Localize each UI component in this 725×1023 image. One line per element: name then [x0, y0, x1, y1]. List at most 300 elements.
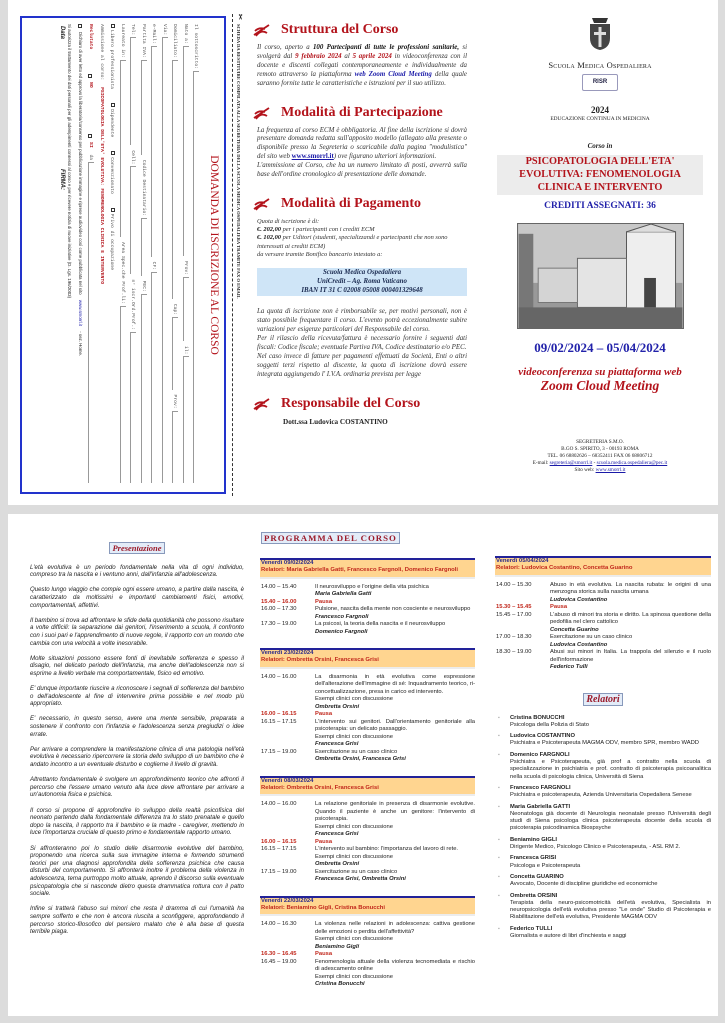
phone: TEL. 06 68802626 – 68352411 FAX 06 68806712	[547, 453, 653, 460]
label-cap: Cap:	[172, 303, 178, 316]
schedule-row	[260, 921, 475, 951]
web-link[interactable]: www.smorrl.it	[595, 467, 626, 474]
speaker-description: Avvocato, Docente di discipline giuridiche ed economiche	[510, 881, 658, 888]
schedule-row	[260, 959, 475, 989]
consent-text-end: - sez. Home.	[78, 331, 83, 357]
speaker-name: Concetta GUARINO	[510, 873, 564, 880]
time-slot: 17.30 – 19.00	[261, 621, 297, 628]
struttura-text	[257, 44, 467, 89]
pec-link[interactable]: scuola.medica.ospedaliera@pec.it	[596, 460, 668, 467]
label-da: da	[88, 154, 94, 161]
secretariat-title: SEGRETERIA S.M.O.	[576, 439, 624, 446]
speaker-description: Terapista della neuro-psicomotricità dell'età evolutiva, Specialista in neuropsicologia dell'età evolutiva presso "Le onde" Studio di Psicoterapia e Riabilitazione dell'età evolutiva, Presidente MAGMA ODV	[510, 899, 711, 921]
site-link[interactable]: www.smorrl.it	[78, 299, 83, 326]
section-pagamento	[257, 196, 467, 380]
schedule-row	[260, 674, 475, 712]
privacy-text: Si autorizza il trattamento dei dati personali per gli adempimenti connessi al corso e per ricevere notizia di nuove iniziative (D. Lgs. 196/2003)	[67, 24, 73, 299]
schedule-row	[260, 801, 475, 839]
session-speaker: Cristina Bonucchi	[315, 981, 365, 988]
section-title: Modalità di Partecipazione	[281, 104, 443, 120]
session-text: Abuso in età evolutiva. La nascita rubata: le origini di una menzogna storica sulla nascita umana	[550, 581, 711, 596]
course-title: PSICOPATOLOGIA DELL'ETA' EVOLUTIVA: FENOMENOLOGIA CLINICA E INTERVENTO	[497, 155, 703, 195]
speaker-info	[510, 804, 711, 833]
option-label: Convenzionato	[109, 157, 115, 194]
reclutato-da-field[interactable]	[89, 162, 95, 483]
time-slot: 14.00 – 15.30	[496, 581, 532, 588]
speaker-name: Cristina BONUCCHI	[510, 714, 565, 721]
time-slot: 17.00 – 18.30	[496, 634, 532, 641]
pec-field[interactable]	[141, 294, 147, 483]
session-text: La disarmonia in età evolutiva come espressione dell'alterazione dell'immagine di sé: Inquadramento teorico, ri-concettualizzazione, presa in carico ed intervento.	[315, 673, 475, 695]
text: si svolgerà dal	[257, 44, 467, 60]
session-details	[315, 749, 475, 764]
session-speaker: Francesca Grisi	[315, 831, 359, 838]
cut-header-text: SCHEDA DA RESTITUIRE COMPILATA ALLA SEGRETERIA DELLA SCUOLA MEDICA OSPEDALIERA TRAMITE FAX O EMAIL	[236, 24, 241, 299]
credits: CREDITI ASSEGNATI: 36	[544, 201, 656, 212]
programma-title: PROGRAMMA DEL CORSO	[261, 532, 400, 544]
session-speaker: Ombretta Orsini	[315, 703, 360, 710]
label-si: SI	[88, 142, 94, 148]
text: La quota di iscrizione non è rimborsabile se, per motivi personali, non è stato possibile frequentare il corso. L'evento potrà eccezionalmente subire variazioni per esigenze particolari del Responsabile del corso.	[257, 308, 467, 334]
session-text: Esempi clinici con discussione	[315, 853, 393, 860]
session-text: Esempi clinici con discussione	[315, 936, 393, 943]
cf-field[interactable]	[152, 272, 158, 483]
cell-field[interactable]	[131, 166, 137, 274]
session-speaker: Francesca Grisi, Ombretta Orsini	[315, 876, 406, 883]
session-details	[550, 649, 711, 672]
session-text: Esempi clinici con discussione	[315, 973, 393, 980]
responsabile-name: Dott.ssa Ludovica COSTANTINO	[283, 417, 388, 426]
session-details	[315, 606, 475, 621]
session-text: Esercitazione su un caso clinico	[315, 868, 398, 875]
label-tel: Tel:	[130, 24, 136, 36]
bullet-icon: ▪	[498, 925, 500, 932]
speaker-info	[510, 785, 692, 800]
option-label: Dipendente	[109, 109, 115, 138]
bullet-icon: ▪	[498, 784, 500, 791]
section-title: Struttura del Corso	[281, 22, 399, 37]
session-details	[550, 582, 711, 605]
text: Quota di iscrizione è di:	[257, 217, 320, 225]
option-libero[interactable]	[110, 24, 116, 89]
day-items	[495, 582, 711, 672]
pause-row	[260, 711, 475, 719]
bullet-icon: ▪	[498, 733, 500, 740]
relatori-title: Relatori	[583, 693, 622, 706]
text: per i partecipanti con i crediti ECM	[280, 226, 375, 234]
pause-label: Pausa	[315, 711, 333, 718]
time-slot: 14.00 – 15.40	[261, 583, 297, 590]
session-details	[315, 719, 475, 749]
iscr-field[interactable]	[131, 332, 137, 483]
speaker-item	[495, 874, 711, 889]
zoom-link[interactable]: web Zoom Cloud Meeting	[354, 70, 432, 78]
bullet-icon: ▪	[498, 892, 500, 899]
section-partecipazione	[257, 105, 467, 180]
presentazione-title: Presentazione	[109, 542, 164, 554]
label-pec: PEC:	[141, 280, 146, 292]
site-link[interactable]: www.smorrl.it	[291, 153, 334, 161]
programma-column	[260, 514, 475, 989]
prov-field[interactable]	[183, 277, 189, 341]
text: Per il rilascio della ricevuta/fattura è necessario fornire i seguenti dati fiscali: Codice fiscale; eventuale Partiva IVA, Codice destinatario e/o PEC.	[257, 335, 467, 351]
session-details	[550, 612, 711, 635]
time-slot: 15.40 – 16.00	[261, 598, 297, 605]
nato-field[interactable]	[183, 46, 189, 256]
speaker-item	[495, 804, 711, 833]
label-iscr: n° iscr.Ord.Prof.:	[130, 279, 136, 331]
schedule-row	[260, 719, 475, 749]
time-slot: 16.15 – 17.15	[261, 718, 297, 725]
speaker-name: Domenico FARGNOLI	[510, 751, 570, 758]
programma-column-2	[495, 514, 711, 944]
day-items	[260, 674, 475, 764]
separator: -	[592, 460, 597, 467]
section-struttura	[257, 22, 467, 89]
section-responsabile	[257, 396, 467, 426]
speaker-info	[510, 926, 626, 941]
pause-label: Pausa	[315, 951, 333, 958]
label-prov: Prov:	[183, 261, 188, 276]
speaker-description: Dirigente Medico, Psicologo Clinico e Psicoterapeuta, - ASL RM 2.	[510, 844, 681, 851]
pause-row	[260, 839, 475, 847]
checkbox[interactable]	[112, 208, 116, 212]
bullet-icon: ▪	[498, 855, 500, 862]
day-date: Venerdì 08/03/2024	[261, 777, 314, 784]
session-speaker: Francesca Grisi	[315, 741, 359, 748]
reclutato-si-checkbox[interactable]	[89, 134, 93, 138]
session-details	[315, 839, 475, 847]
speaker-info	[510, 733, 699, 748]
label-data: Data	[59, 26, 66, 40]
codice-field[interactable]	[141, 218, 147, 275]
session-text: La violenza nelle relazioni in adolescenza: cattiva gestione delle emozioni o perdita dell'affettività?	[315, 921, 475, 935]
bullet-icon: ▪	[498, 803, 500, 810]
session-details	[315, 584, 475, 599]
speaker-description: Psichiatra e psicoterapeuta, Azienda Universitaria Ospedaliera Senese	[510, 792, 692, 799]
day-header	[260, 648, 475, 667]
speaker-description: Psichiatra e Psicoterapeuta, già prof a contratto nella scuola di specializzazione in psichiatria e prof. contratto di psicoterapia psicoanalitica nella scuola di psicologia clinica, Università di Siena	[510, 759, 711, 780]
cover	[497, 14, 703, 474]
speaker-name: Ludovica COSTANTINO	[510, 733, 575, 740]
presentation-paragraph: Per arrivare a comprendere la manifestazione clinica di una patologia nell'età evolutiva è necessario ripercorrere la storia dello sviluppo di un bambino che è andato incontro a un eventuale disturbo e coglierne il livello di gravità.	[30, 745, 244, 769]
consent-checkbox[interactable]	[78, 24, 82, 28]
pause-label: Pausa	[315, 598, 333, 605]
schedule-row	[260, 846, 475, 869]
section-title: Modalità di Pagamento	[281, 195, 421, 211]
speaker-name: Beniamino GIGLI	[510, 836, 558, 843]
partecipazione-text	[257, 127, 467, 180]
price-ecm: €. 202,00	[257, 226, 281, 234]
registration-form	[17, 14, 243, 496]
speaker-description: Psichiatra e Psicoterapeuta MAGMA ODV, membro SPR, membro WADD	[510, 740, 699, 747]
schedule-row	[495, 582, 711, 605]
speaker-description: Psicologa e Psicoterapeuta	[510, 862, 581, 869]
speaker-item	[495, 926, 711, 941]
session-speaker: Ombretta Orsini	[315, 861, 360, 868]
course-dates: 09/02/2024 – 05/04/2024	[534, 340, 666, 356]
pen-icon	[253, 23, 271, 37]
time-slot: 15.45 – 17.00	[496, 611, 532, 618]
laureato-field[interactable]	[120, 60, 126, 237]
day-block	[260, 648, 475, 764]
presentation-paragraph: L'età evolutiva è un periodo fondamentale nella vita di ogni individuo, compreso tra la nascita e i ventuno anni, dall'infanzia all'adolescenza.	[30, 563, 244, 579]
day-header	[260, 776, 475, 795]
presentation-paragraph: Molte situazioni possono essere fonti di inevitabile sofferenza e spesso il disagio, nel delicato periodo dell'infanzia, ma anche dell'adolescenza non si esprime a livello verbale ma comportamentale, fisico ed emotivo.	[30, 654, 244, 677]
label-email: e-Mail:	[151, 24, 157, 44]
day-header	[260, 558, 475, 577]
session-speaker: Concetta Guarino	[550, 626, 599, 633]
bullet-icon: ▪	[498, 714, 500, 721]
session-text: La psicosi, la teoria della nascita e il neurosviluppo	[315, 621, 446, 628]
session-text: L'intervento sui genitori. Dall'orientamento genitoriale alla psicoterapia: un delicato passaggio.	[315, 718, 475, 733]
pagamento-text	[257, 308, 467, 379]
time-slot: 16.00 – 17.30	[261, 606, 297, 613]
option-dipendente[interactable]	[110, 103, 116, 137]
email-field[interactable]	[152, 46, 158, 257]
session-text: Fenomenologia attuale della violenza tecnomediata e rischio di adescamento online	[315, 958, 475, 973]
speaker-description: Neonatologa già docente di Neurologia neonatale presso l'Università degli studi di Siena psicologa clinica psicoterapeuta docente della scuola di psicoterapia psicodinamica Biospsyche	[510, 810, 711, 832]
email-label: E-mail:	[532, 460, 550, 467]
schedule-row	[495, 649, 711, 672]
day-date: Venerdì 05/04/2024	[496, 558, 549, 564]
speaker-name: Ombretta ORSINI	[510, 892, 558, 899]
day-speakers: Relatori: Ombretta Orsini, Francesca Grisi	[261, 784, 379, 791]
speaker-item	[495, 837, 711, 852]
pause-label: Pausa	[550, 604, 568, 611]
consent-text: Dichiaro di aver letto ed approvo la liberatoria/consenso per pubblicazione immagine e riprese audiovideo così come pubblicata nel sito	[78, 32, 83, 295]
crest-logo	[586, 14, 614, 52]
session-text: Esempi clinici con discussione	[315, 733, 393, 740]
speaker-item	[495, 785, 711, 800]
secretariat-contacts	[497, 439, 703, 474]
session-details	[315, 711, 475, 719]
schedule-row	[495, 634, 711, 649]
start-date: 9 febbraio 2024	[295, 52, 342, 60]
speaker-name: Francesca GRISI	[510, 855, 557, 862]
day-date: Venerdì 23/02/2024	[261, 650, 314, 657]
bank-name: Scuola Medica Ospedaliera	[322, 268, 402, 276]
presentation-paragraph: Altrettanto fondamentale è svolgere un approfondimento teorico che affronti il percorso che l'essere umano venuto alla luce deve affrontare per arrivare a un'autonomia fisica e psichica.	[30, 776, 244, 799]
label-ammissione: Ammissione al corso:	[99, 24, 104, 81]
bullet-icon: ▪	[498, 751, 500, 758]
day-speakers: Relatori: Beniamino Gigli, Cristina Bonucchi	[261, 905, 386, 912]
session-text: La relazione genitoriale in presenza di disarmonie evolutive. Quando il paziente è anche un genitore: l'intervento di psicoterapia.	[315, 801, 475, 823]
label-no: NO	[88, 82, 94, 88]
day-speakers: Relatori: Ludovica Costantino, Concetta Guarino	[496, 565, 633, 572]
time-slot: 17.15 – 19.00	[261, 868, 297, 875]
speaker-description: Giornalista e autore di libri d'inchiesta e saggi	[510, 933, 627, 940]
speaker-item	[495, 715, 711, 730]
time-slot: 16.00 – 16.15	[261, 711, 297, 718]
speaker-item	[495, 733, 711, 748]
area-field[interactable]	[120, 306, 126, 483]
label-via: Via:	[162, 24, 167, 36]
label-prov: Prov:	[172, 394, 178, 409]
pen-icon	[253, 106, 271, 120]
sottoscritto-field[interactable]	[194, 71, 200, 483]
text: in videoconferenza con il docente e discenti collegati contemporaneamente e individualmente da remoto attraverso la piattaforma	[257, 52, 468, 78]
speaker-info	[510, 874, 657, 889]
speaker-name: Francesco FARGNOLI	[510, 784, 571, 791]
session-details	[315, 599, 475, 607]
domiciliato-field[interactable]	[173, 60, 179, 299]
label-laureato: Laureato in:	[120, 24, 125, 58]
brochure-inner-page	[8, 514, 718, 1016]
session-speaker: Ludovica Costantino	[550, 641, 608, 648]
engraving-image	[517, 223, 684, 329]
label-cf: CF:	[151, 261, 157, 271]
session-details	[315, 621, 475, 636]
time-slot: 16.15 – 17.15	[261, 846, 297, 853]
piva-field[interactable]	[141, 60, 147, 155]
presentation-paragraph: Il corso si propone di approfondire lo sviluppo della realtà psicofisica del neonato partendo dalla fondamentale differenza tra lo stato prenatale e quello dopo la nascita, il rapporto tra il bambino e la madre - caregiver, mettendo in luce l'importanza cruciale di questo primo e fondamentale rapporto umano.	[30, 806, 244, 837]
session-text: L'intervento sul bambino: l'importanza del lavoro di rete.	[315, 846, 459, 853]
label-domiciliato: Domiciliato:	[172, 24, 178, 58]
presentation-paragraph: Infine si tratterà l'abuso sui minori che resta il dramma di cui l'umanità ha sempre sofferto e che non è ancora riuscita a sconfiggere, approfondendo il percorso storico-filosofico del pensiero malato che è alla base di questa terribile piaga.	[30, 905, 244, 936]
session-details	[315, 869, 475, 884]
presentazione-column	[30, 514, 244, 936]
session-details	[315, 951, 475, 959]
label-il: il:	[183, 345, 188, 355]
school-name: Scuola Medica Ospedaliera	[548, 60, 652, 70]
speaker-description: Psicologa della Polizia di Stato	[510, 721, 589, 728]
day-block	[260, 558, 475, 636]
time-slot: 14.00 – 16.00	[261, 673, 297, 680]
risr-logo: RISR	[582, 74, 618, 91]
label-firma: FIRMA:	[59, 169, 66, 191]
session-text: Pulsione, nascita della mente non cosciente e neurosviluppo	[315, 606, 471, 613]
schedule-row	[260, 584, 475, 599]
session-details	[550, 634, 711, 649]
presentation-paragraph: Questo lungo viaggio che compie ogni essere umano, a partire dalla nascita, è caratterizzato da moltissimi e importanti cambiamenti fisici, emotivi, comportamentali, affettivi.	[30, 586, 244, 609]
ammissione-value: PSICOPATOLOGIA DELL'ETA' EVOLUTIVA: FENOMENOLOGIA CLINICA E INTERVENTO	[99, 87, 104, 285]
bank-branch: UniCredit – Ag. Roma Vaticano	[317, 277, 407, 285]
session-speaker: Maria Gabriella Gatti	[315, 591, 372, 598]
pause-row	[495, 604, 711, 612]
birthdate-field[interactable]	[183, 356, 189, 483]
zoom-label: Zoom Cloud Meeting	[540, 378, 660, 394]
option-label: Privo di occupazione	[109, 213, 115, 271]
day-header	[495, 556, 711, 575]
text-bold: 100 Partecipanti di tutte le professioni sanitarie,	[312, 44, 460, 51]
via-field[interactable]	[162, 37, 168, 483]
text: L'ammissione al Corso, che ha un numero limitato di posti, avverrà sulla base dell'ordine cronologico di presentazione delle domande.	[257, 162, 467, 179]
tel-field[interactable]	[131, 37, 137, 145]
session-speaker: Ombretta Orsini, Francesca Grisi	[315, 756, 406, 763]
end-date: 5 aprile 2024	[352, 52, 392, 60]
text: ) ove figurano ulteriori informazioni.	[333, 153, 437, 161]
session-text: Esempi clinici con discussione	[315, 823, 393, 830]
session-details	[315, 674, 475, 712]
checkbox[interactable]	[112, 24, 116, 28]
day-block	[260, 896, 475, 989]
session-details	[315, 959, 475, 989]
session-details	[315, 921, 475, 951]
presentation-paragraph: E' dunque importante riuscire a riconoscere i segnali di sofferenza del bambino o dell'adolescente al fine di intervenire prima possibile e nel modo più appropriato.	[30, 685, 244, 708]
session-text: Il neurosviluppo e l'origine della vita psichica	[315, 583, 429, 590]
text: al	[341, 52, 353, 60]
time-slot: 16.45 – 19.00	[261, 958, 297, 965]
ecm-label: EDUCAZIONE CONTINUA IN MEDICINA	[550, 116, 650, 122]
schedule-row	[260, 621, 475, 636]
day-block	[260, 776, 475, 884]
session-text: Esercitazione su un caso clinico	[550, 634, 633, 641]
form-box	[20, 16, 226, 494]
scissors-icon: ✂	[236, 14, 244, 20]
reclutato-no-checkbox[interactable]	[89, 74, 93, 78]
session-speaker: Beniamino Gigli	[315, 943, 360, 950]
pause-row	[260, 951, 475, 959]
prov2-field[interactable]	[173, 411, 179, 483]
day-header	[260, 896, 475, 915]
text: da versare tramite Bonifico bancario intestato a:	[257, 250, 383, 258]
email-link[interactable]: segreteria@smorrl.it	[549, 460, 593, 467]
time-slot: 15.30 – 15.45	[496, 604, 532, 611]
speaker-name: Maria Gabriella GATTI	[510, 803, 571, 810]
option-convenzionato[interactable]	[110, 151, 116, 194]
session-speaker: Domenico Fargnoli	[315, 628, 368, 635]
session-details	[550, 604, 711, 612]
cap-field[interactable]	[173, 317, 179, 389]
text: La frequenza al corso ECM è obbligatoria. Al fine della iscrizione si dovrà presentare domanda redatta sull'apposito modello (allegato alla presente o disponibile presso la Segreteria o scaricabile dalla pagina "modulistica" del sito web	[257, 126, 467, 161]
time-slot: 16.00 – 16.15	[261, 838, 297, 845]
session-details	[315, 846, 475, 869]
label-area: Area Spec.che Prof.li:	[120, 241, 125, 304]
time-slot: 17.15 – 19.00	[261, 748, 297, 755]
iban: IBAN IT 31 C 02008 05008 000401329648	[301, 286, 423, 294]
time-slot: 16.30 – 16.45	[261, 951, 297, 958]
session-speaker: Francesco Fargnoli	[315, 613, 369, 620]
label-nato: Nato a:	[183, 24, 188, 44]
session-speaker: Federico Tulli	[550, 664, 588, 671]
pen-icon	[253, 397, 271, 411]
speaker-item	[495, 855, 711, 870]
session-text: Esempi clinici con discussione	[315, 696, 393, 703]
checkbox[interactable]	[112, 151, 116, 155]
day-items	[260, 584, 475, 637]
section-title: Responsabile del Corso	[281, 395, 421, 411]
address: B.GO S. SPIRITO, 3 - 00193 ROMA	[561, 446, 639, 453]
label-sottoscritto: Il sottoscritto:	[193, 24, 199, 70]
day-speakers: Relatori: Ombretta Orsini, Francesca Grisi	[261, 657, 379, 664]
speaker-info	[510, 715, 589, 730]
schedule-row	[260, 606, 475, 621]
videoconference-label: videoconferenza su piattaforma web	[518, 366, 682, 379]
presentation-paragraph: E' necessario, in questo senso, avere una mente sensibile, preparata a sostenere il confronto con l'infanzia e l'adolescenza senza pregiudizi o idee errate.	[30, 715, 244, 738]
bank-details	[257, 268, 467, 296]
time-slot: 18.30 – 19.00	[496, 649, 532, 656]
corso-in: Corso in	[587, 142, 613, 150]
day-items	[260, 801, 475, 884]
checkbox[interactable]	[112, 103, 116, 107]
presentation-paragraph: Si affronteranno poi lo studio delle disarmonie evolutive del bambino, proponendo una ricerca sulla sua immagine interna e fornendo strumenti teorici per una diagnosi approfondita della sofferenza psichica che causa disturbi del comportamento. Si affronterà inoltre il problema della violenza in adolescenza, tema purtroppo molto attuale, aprendo il discorso sulla eventuale psicopatologia che si nasconde dietro questa drammatica rottura con il patto sociale.	[30, 844, 244, 898]
price-uditori: €. 102,00	[257, 234, 281, 242]
day-date: Venerdì 09/02/2024	[261, 560, 314, 566]
label-codice: Codice Destinatario:	[141, 159, 146, 217]
speaker-info	[510, 752, 711, 781]
speaker-info	[510, 855, 580, 870]
text: per Uditori (studenti, specializzandi e partecipanti che non sono interessati ai crediti ECM)	[257, 234, 448, 250]
day-items	[260, 921, 475, 989]
presentation-paragraph: Il bambino si trova ad affrontare le sfide della quotidianità che possono risultare a volte difficili: la separazione dai genitori, l'inserimento a scuola, il confronto con i suoi pari e l'apprendimento di nuove regole, il rapporto con un mondo che cambia con una velocità a volte inesorabile.	[30, 616, 244, 647]
day-date: Venerdì 22/03/2024	[261, 897, 314, 904]
option-privo[interactable]	[110, 208, 116, 270]
cut-line	[232, 14, 243, 496]
text: Nel caso invece di fatture per pagamenti effettuati da Società, Enti o altri soggetti terzi rispetto al discente, la quota di iscrizione dovrà essere integrata aggiungendo l' I.V.A. ordinaria prevista per legge	[257, 352, 467, 378]
bullet-icon: ▪	[498, 836, 500, 843]
speaker-info	[510, 837, 680, 852]
